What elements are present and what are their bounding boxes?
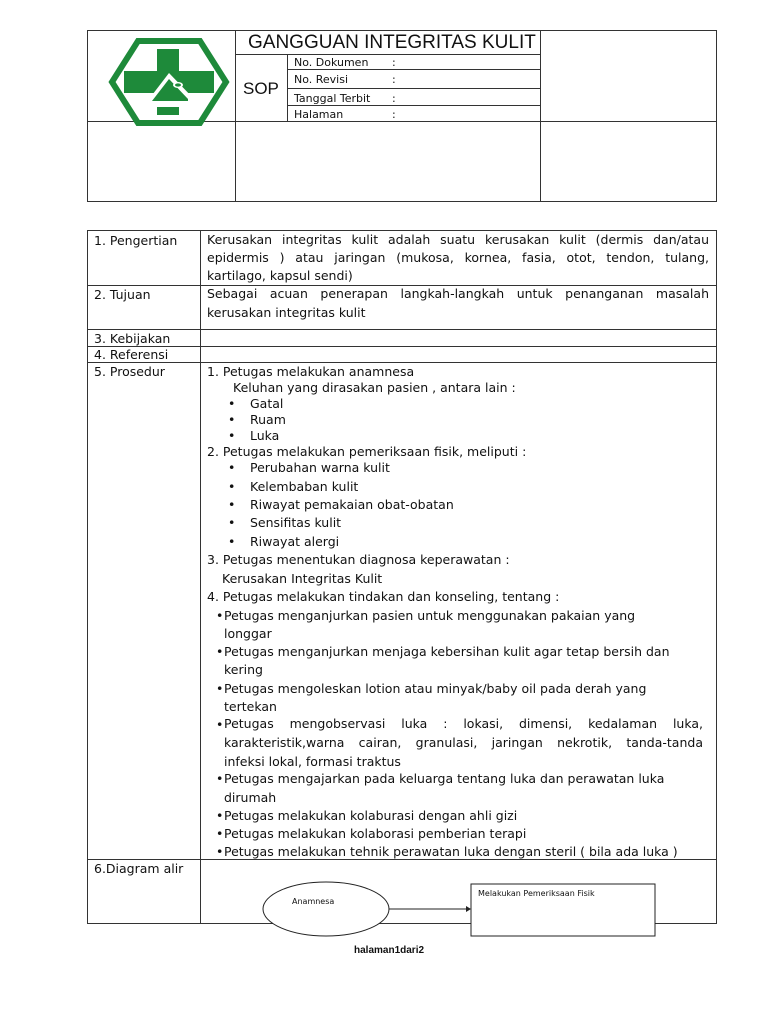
diagram-label: 6.Diagram alir (94, 861, 184, 876)
meta-tanggal-terbit-sep: : (392, 92, 396, 105)
step-4-item-b-line-2: kering (224, 662, 263, 677)
step-4-item-h: Petugas melakukan tehnik perawatan luka dengan steril ( bila ada luka ) (224, 844, 678, 859)
list-item: • Gatal (250, 396, 283, 411)
meta-no-dokumen-label: No. Dokumen (294, 56, 369, 69)
health-cross-logo-icon (108, 37, 230, 127)
meta-halaman-label: Halaman (294, 108, 344, 121)
prosedur-step-4: 4. Petugas melakukan tindakan dan konseling, tentang : (207, 589, 560, 604)
prosedur-step-3-sub: Kerusakan Integritas Kulit (222, 571, 383, 586)
flow-node-anamnesa-shape (263, 882, 389, 936)
flow-diagram (262, 880, 662, 940)
step-4-item-c-line-2: tertekan (224, 699, 277, 714)
step-4-bullet: • (216, 844, 224, 859)
list-item: • Riwayat alergi (250, 534, 339, 549)
step-4-bullet: • (216, 644, 224, 659)
meta-no-dokumen-sep: : (392, 56, 396, 69)
pengertian-line-2: epidermis ) atau jaringan (mukosa, kornea, fasia, otot, tendon, tulang, (207, 250, 709, 265)
step-4-item-b-line-1: Petugas menganjurkan menjaga kebersihan kulit agar tetap bersih dan (224, 644, 670, 659)
meta-halaman-sep: : (392, 108, 396, 121)
prosedur-step-2: 2. Petugas melakukan pemeriksaan fisik, meliputi : (207, 444, 527, 459)
flow-node-pemeriksaan: Melakukan Pemeriksaan Fisik (478, 889, 595, 898)
step-4-item-g: Petugas melakukan kolaborasi pemberian terapi (224, 826, 527, 841)
arrow-head-icon (466, 906, 471, 912)
meta-tanggal-terbit-label: Tanggal Terbit (294, 92, 371, 105)
kebijakan-label: 3. Kebijakan (94, 331, 171, 346)
prosedur-step-3: 3. Petugas menentukan diagnosa keperawatan : (207, 552, 510, 567)
step-4-item-d-line-3: infeksi lokal, formasi traktus (224, 754, 401, 769)
page-number: halaman1dari2 (354, 945, 425, 956)
prosedur-step-1-intro: Keluhan yang dirasakan pasien , antara lain : (233, 380, 516, 395)
step-4-item-e-line-2: dirumah (224, 790, 277, 805)
list-item: • Ruam (250, 412, 286, 427)
referensi-label: 4. Referensi (94, 347, 169, 362)
tujuan-label: 2. Tujuan (94, 287, 151, 302)
document-title: GANGGUAN INTEGRITAS KULIT (248, 32, 536, 53)
step-4-bullet: • (216, 826, 224, 841)
list-item: • Kelembaban kulit (250, 479, 358, 494)
list-item: • Luka (250, 428, 279, 443)
step-4-bullet: • (216, 608, 224, 623)
sop-label: SOP (243, 79, 279, 98)
list-item: • Sensifitas kulit (250, 515, 341, 530)
pengertian-label: 1. Pengertian (94, 233, 178, 248)
step-4-item-a-line-1: Petugas menganjurkan pasien untuk menggunakan pakaian yang (224, 608, 636, 623)
step-4-bullet: • (216, 717, 224, 732)
flow-node-anamnesa: Anamnesa (292, 897, 335, 906)
step-4-item-d-line-1: Petugas mengobservasi luka : lokasi, dimensi, kedalaman luka, (224, 716, 703, 731)
step-4-bullet: • (216, 771, 224, 786)
step-4-item-f: Petugas melakukan kolaburasi dengan ahli gizi (224, 808, 518, 823)
prosedur-label: 5. Prosedur (94, 364, 165, 379)
step-4-item-e-line-1: Petugas mengajarkan pada keluarga tentang luka dan perawatan luka (224, 771, 665, 786)
tujuan-line-2: kerusakan integritas kulit (207, 305, 366, 320)
meta-no-revisi-label: No. Revisi (294, 73, 349, 86)
meta-no-revisi-sep: : (392, 73, 396, 86)
step-4-bullet: • (216, 808, 224, 823)
step-4-item-c-line-1: Petugas mengoleskan lotion atau minyak/baby oil pada derah yang (224, 681, 647, 696)
prosedur-step-1: 1. Petugas melakukan anamnesa (207, 364, 415, 379)
step-4-item-d-line-2: karakteristik,warna cairan, granulasi, jaringan nekrotik, tanda-tanda (224, 735, 703, 750)
tujuan-line-1: Sebagai acuan penerapan langkah-langkah untuk penanganan masalah (207, 286, 709, 301)
list-item: • Perubahan warna kulit (250, 460, 390, 475)
pengertian-line-1: Kerusakan integritas kulit adalah suatu kerusakan kulit (dermis dan/atau (207, 232, 709, 247)
list-item: • Riwayat pemakaian obat-obatan (250, 497, 454, 512)
step-4-bullet: • (216, 681, 224, 696)
step-4-item-a-line-2: longgar (224, 626, 272, 641)
pengertian-line-3: kartilago, kapsul sendi) (207, 268, 353, 283)
